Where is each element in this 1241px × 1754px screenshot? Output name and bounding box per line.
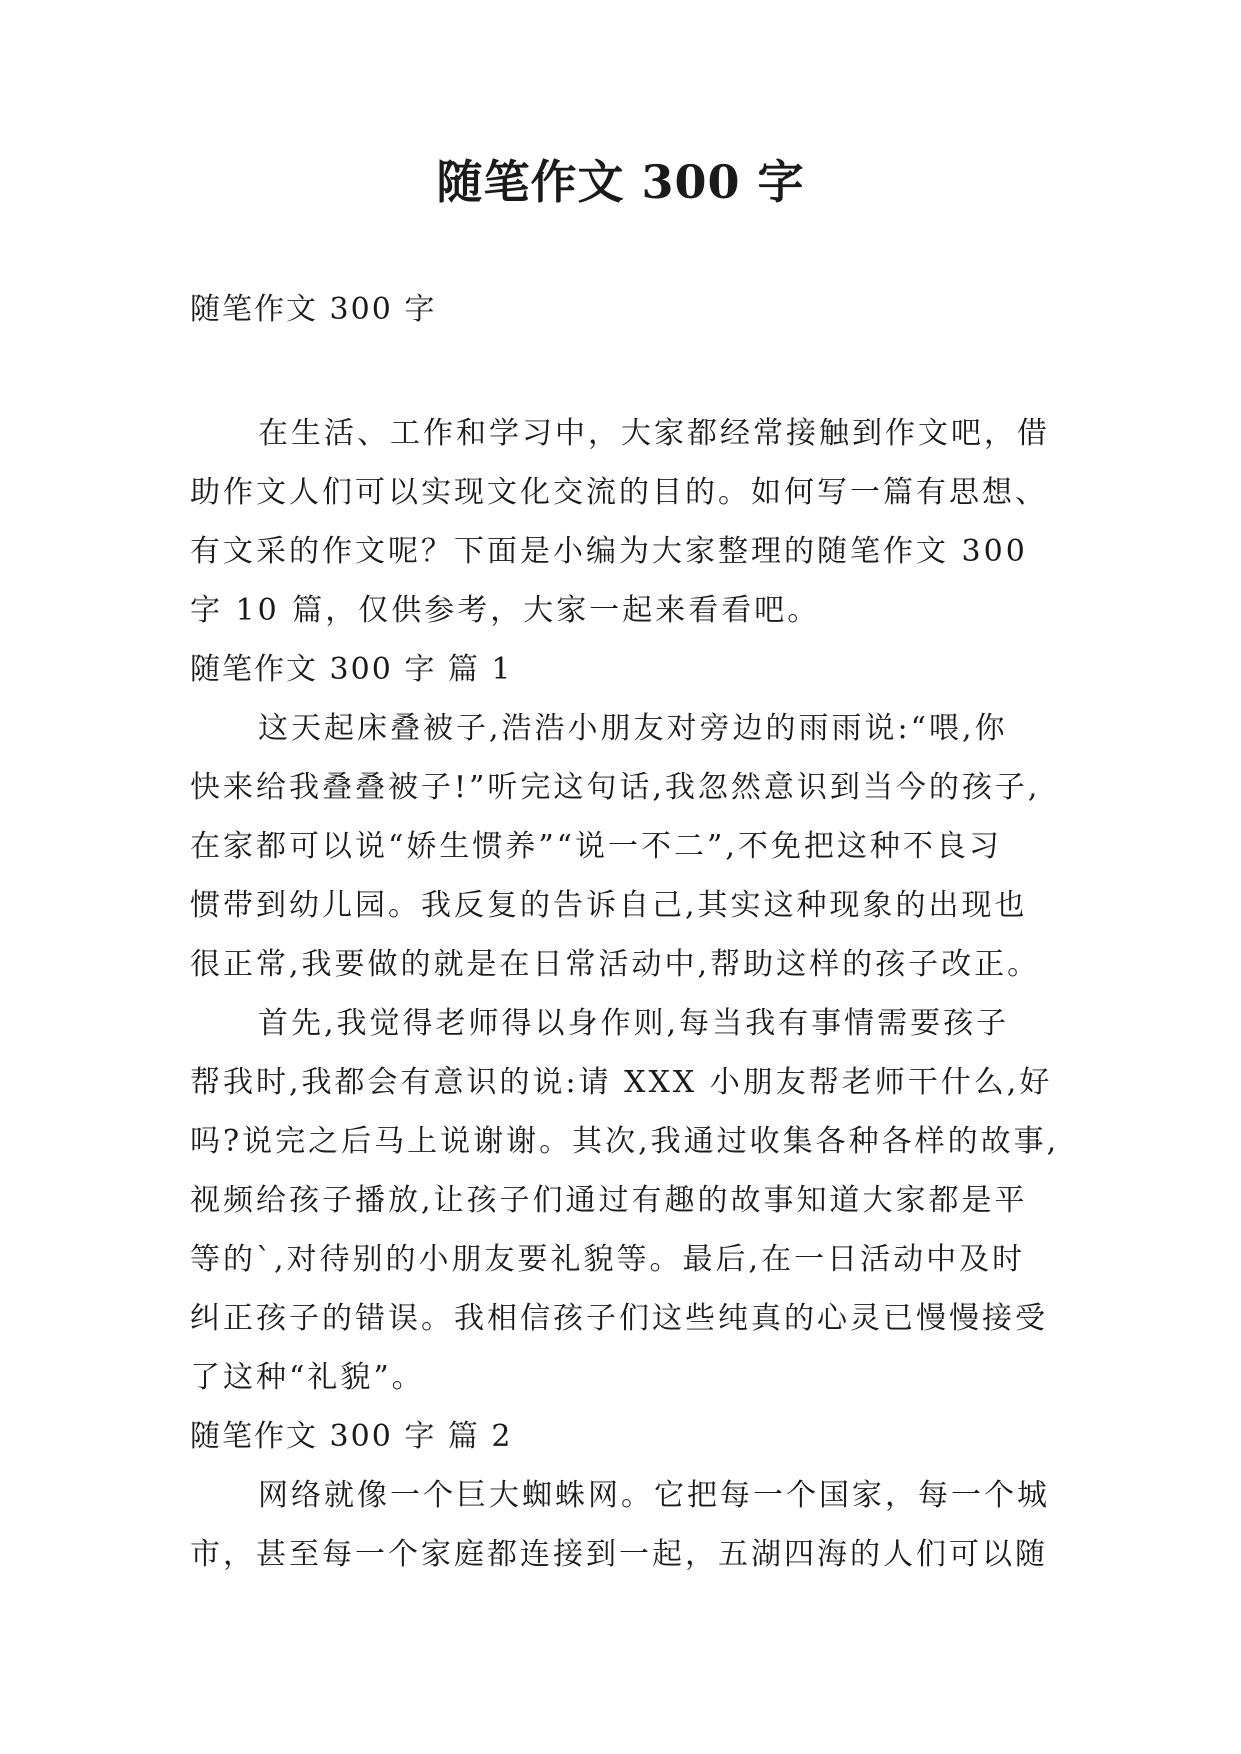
- document-body: [190, 404, 1070, 1584]
- intro-line: 字 10 篇，仅供参考，大家一起来看看吧。: [190, 593, 821, 628]
- paragraph-line: 等的`,对待别的小朋友要礼貌等。最后,在一日活动中及时: [190, 1242, 1026, 1277]
- paragraph-line: 纠正孩子的错误。我相信孩子们这些纯真的心灵已慢慢接受: [190, 1301, 1048, 1336]
- paragraph-line: 了这种“礼貌”。: [190, 1360, 425, 1395]
- paragraph-line: 吗?说完之后马上说谢谢。其次,我通过收集各种各样的故事,: [190, 1124, 1060, 1159]
- section-heading: 随笔作文 300 字 篇 2: [190, 1419, 513, 1454]
- paragraph-line: 市，甚至每一个家庭都连接到一起，五湖四海的人们可以随: [190, 1537, 1048, 1572]
- paragraph-line: 惯带到幼儿园。我反复的告诉自己,其实这种现象的出现也: [190, 888, 1028, 923]
- intro-line: 在生活、工作和学习中，大家都经常接触到作文吧，借: [258, 416, 1050, 451]
- paragraph-line: 帮我时,我都会有意识的说:请 XXX 小朋友帮老师干什么,好: [190, 1065, 1053, 1100]
- paragraph-line: 在家都可以说“娇生惯养”“说一不二”,不免把这种不良习: [190, 829, 1002, 864]
- document-subtitle: 随笔作文 300 字: [190, 292, 437, 327]
- paragraph-line: 视频给孩子播放,让孩子们通过有趣的故事知道大家都是平: [190, 1183, 1028, 1218]
- intro-line: 有文采的作文呢？下面是小编为大家整理的随笔作文 300: [190, 534, 1028, 569]
- document-title: 随笔作文 300 字: [436, 155, 805, 209]
- paragraph-line: 很正常,我要做的就是在日常活动中,帮助这样的孩子改正。: [190, 947, 1041, 982]
- paragraph-line: 这天起床叠被子,浩浩小朋友对旁边的雨雨说:“喂,你: [258, 711, 1008, 746]
- paragraph-line: 快来给我叠叠被子!”听完这句话,我忽然意识到当今的孩子,: [190, 770, 1041, 805]
- paragraph-line: 网络就像一个巨大蜘蛛网。它把每一个国家，每一个城: [258, 1478, 1050, 1513]
- paragraph-line: 首先,我觉得老师得以身作则,每当我有事情需要孩子: [258, 1006, 1010, 1041]
- section-heading: 随笔作文 300 字 篇 1: [190, 652, 513, 687]
- intro-line: 助作文人们可以实现文化交流的目的。如何写一篇有思想、: [190, 475, 1048, 510]
